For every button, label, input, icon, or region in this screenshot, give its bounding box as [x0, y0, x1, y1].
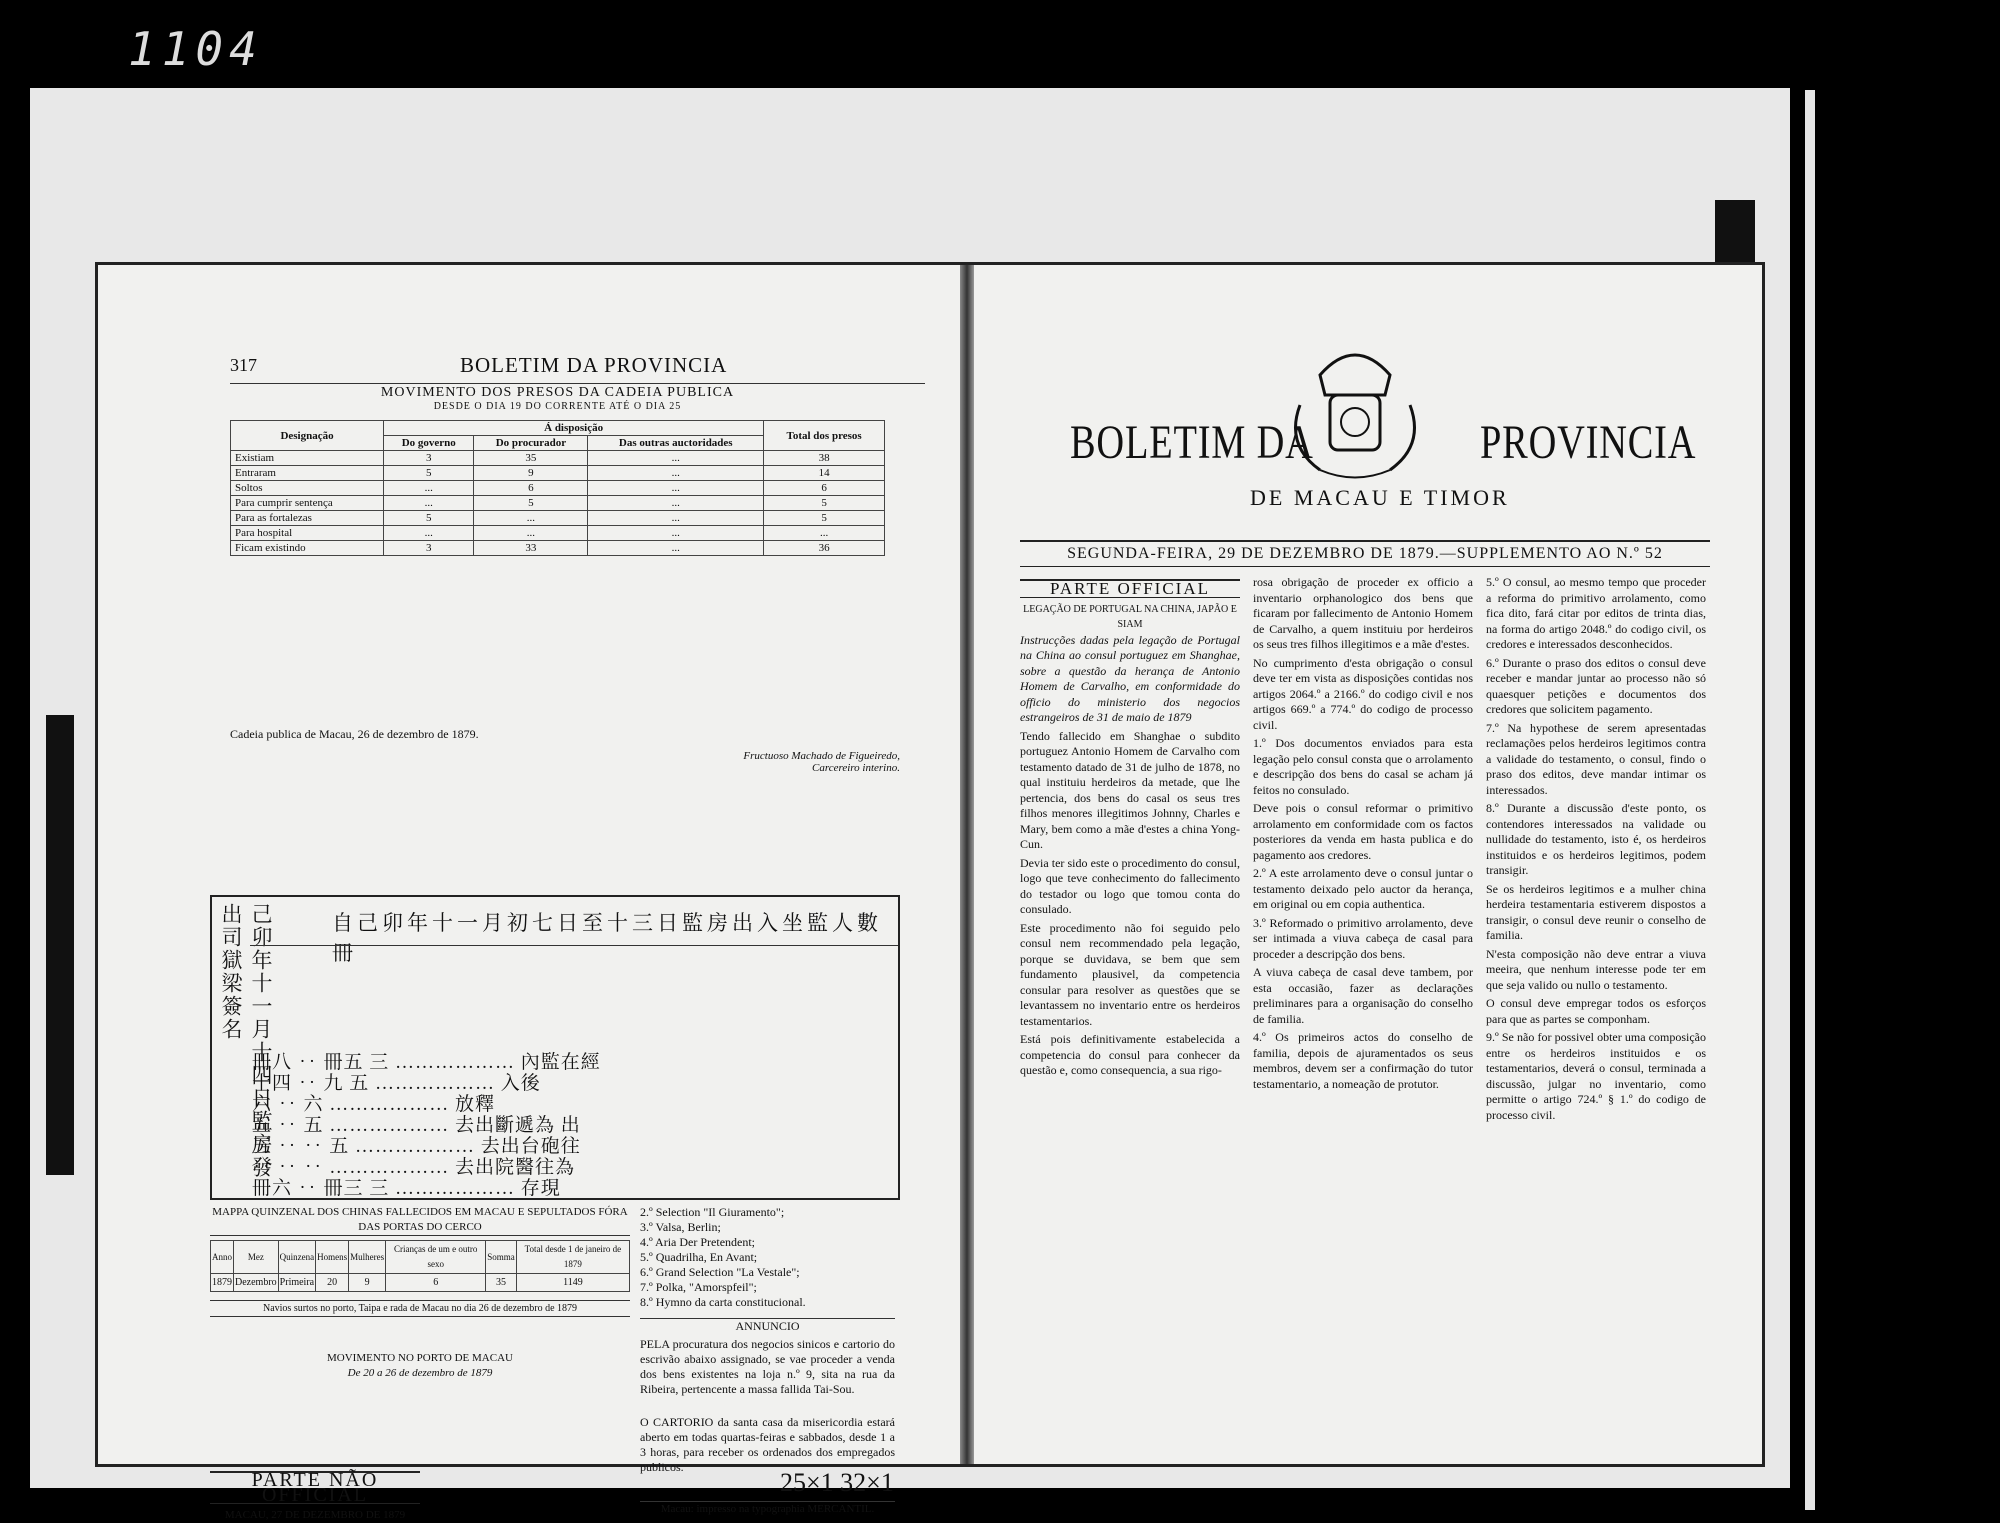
obit-table — [210, 1240, 630, 1292]
prison-cell: 36 — [764, 541, 885, 556]
harbour-title: MOVIMENTO NO PORTO DE MACAU — [327, 1352, 513, 1364]
chinese-row: 冊六 ‥ 冊三 三 ……………… 存現 — [252, 1178, 561, 1199]
prison-cell: 3 — [384, 541, 474, 556]
legacao-heading: LEGAÇÃO DE PORTUGAL NA CHINA, JAPÃO E SIAM — [1023, 603, 1237, 630]
obit-cell: 1149 — [516, 1274, 629, 1292]
col2-paragraphs — [1253, 575, 1473, 1092]
obit-cell: Primeira — [278, 1274, 315, 1292]
prison-rows — [231, 451, 885, 556]
obit-header: Quinzena — [278, 1241, 315, 1274]
article-paragraph: Devia ter sido este o procedimento do consul, logo que teve conhecimento do fallecimento do testador ou logo que tomou conta do consulado. — [1020, 855, 1240, 916]
prison-cell: ... — [588, 451, 764, 466]
prison-heading — [230, 385, 885, 412]
prison-row-label: Para cumprir sentença — [231, 496, 384, 511]
prison-cell: 5 — [764, 511, 885, 526]
prison-cell: ... — [384, 481, 474, 496]
right-col-3 — [1486, 575, 1706, 1126]
col-disposicao: Á disposição — [384, 421, 764, 436]
obit-header: Mez — [234, 1241, 279, 1274]
prison-signature — [680, 750, 900, 774]
article-paragraph: 6.º Durante o praso dos editos o consul deve receber e mandar juntar ao processo não só quaesquer petições e documentos dos credores que solicitem pagamento. — [1486, 655, 1706, 716]
prison-row — [231, 526, 885, 541]
obit-cell: 6 — [386, 1274, 486, 1292]
right-col-1 — [1020, 575, 1240, 1082]
obit-cell: Dezembro — [234, 1274, 279, 1292]
article-paragraph: A viuva cabeça de casal deve tambem, por esta occasião, fazer as declarações preliminares para a organisação do conselho de familia. — [1253, 965, 1473, 1026]
obit-header: Crianças de um e outro sexo — [386, 1241, 486, 1274]
prison-cell: ... — [764, 526, 885, 541]
concert-programme — [640, 1205, 895, 1310]
masthead — [1030, 345, 1710, 510]
prison-cell: 6 — [474, 481, 588, 496]
prison-row-label: Para as fortalezas — [231, 511, 384, 526]
article-paragraph: Deve pois o consul reformar o primitivo arrolamento em conformidade com os factos posteriores da venda em hasta publica e do pagamento aos credores. — [1253, 801, 1473, 862]
article-paragraph: 9.º Se não for possivel obter uma composição entre os herdeiros instituidos e os testamentarios, deverá o consul, terminada a discussão, julgar no inventario, como permitte o artigo 724.º § 1.º do codigo de processo civil. — [1486, 1030, 1706, 1122]
prison-row — [231, 541, 885, 556]
obit-cell: 20 — [316, 1274, 349, 1292]
programme-item: 5.º Quadrilha, En Avant; — [640, 1250, 758, 1264]
harbour-dates: De 20 a 26 de dezembro de 1879 — [347, 1367, 493, 1379]
prison-cell: 5 — [764, 496, 885, 511]
prison-cell: 35 — [474, 451, 588, 466]
prison-subtitle: DESDE O DIA 19 DO CORRENTE ATÉ O DIA 25 — [433, 401, 682, 412]
article-paragraph: N'esta composição não deve entrar a viuva meeira, que nenhum interesse pode ter em que seja valido ou nullo o testamento. — [1486, 946, 1706, 992]
chinese-row: 冊八 ‥ 冊五 三 ……………… 內監在經 — [252, 1052, 601, 1073]
running-title: BOLETIM DA PROVINCIA — [460, 353, 728, 377]
prison-cell: ... — [588, 511, 764, 526]
binding-shadow — [46, 715, 74, 1175]
col-outras: Das outras auctoridades — [588, 436, 764, 451]
prison-cell: ... — [588, 541, 764, 556]
prison-row — [231, 481, 885, 496]
left-col-a — [210, 1205, 630, 1523]
masthead-subtitle: DE MACAU E TIMOR — [1250, 485, 1510, 510]
col-total: Total dos presos — [764, 421, 885, 451]
right-page — [970, 265, 1765, 1464]
chinese-row: 六 ‥ 六 ……………… 放釋 — [252, 1094, 496, 1115]
prison-title: MOVIMENTO DOS PRESOS DA CADEIA PUBLICA — [380, 385, 735, 400]
article-paragraph: 2.º A este arrolamento deve o consul juntar o testamento deixado pelo auctor da herança, em original ou em copia authentica. — [1253, 866, 1473, 911]
obit-header: Somma — [486, 1241, 517, 1274]
col-governo: Do governo — [384, 436, 474, 451]
film-edge — [1805, 90, 1815, 1510]
prison-cell: 5 — [474, 496, 588, 511]
chinese-prison-register — [210, 895, 900, 1200]
article-paragraph: rosa obrigação de proceder ex officio a inventario orphanologico dos bens que ficaram por fallecimento de Antonio Homem de Carvalho, a quem instituiu por herdeiros os seus tres filhos illegitimos e a mãe d'estes. — [1253, 575, 1473, 651]
running-header — [230, 353, 925, 384]
film-bottom-marks: 25×1 32×1 — [780, 1468, 894, 1497]
programme-item: 8.º Hymno da carta constitucional. — [640, 1295, 806, 1309]
prison-cell: 5 — [384, 511, 474, 526]
prison-cell: ... — [588, 496, 764, 511]
chinese-row: 五 ‥ ‥ 五 ……………… 去出台砲往 — [252, 1136, 581, 1157]
prison-cell: 38 — [764, 451, 885, 466]
prison-cell: ... — [474, 526, 588, 541]
obit-header: Total desde 1 de janeiro de 1879 — [516, 1241, 629, 1274]
prison-row-label: Ficam existindo — [231, 541, 384, 556]
chinese-row: 十四 ‥ 九 五 ……………… 入後 — [252, 1073, 541, 1094]
obit-cell: 35 — [486, 1274, 517, 1292]
article-paragraph: 1.º Dos documentos enviados para esta legação pelo consul consta que o arrolamento e descripção dos bens do casal se acham já feitos no consulado. — [1253, 736, 1473, 797]
chinese-side-note: 己卯年十一月十四日監房發出司獄梁簽名 — [219, 903, 273, 1179]
right-col-2 — [1253, 575, 1473, 1095]
col1-paragraphs — [1020, 633, 1240, 1079]
article-paragraph: 3.º Reformado o primitivo arrolamento, deve ser intimada a viuva cabeça de casal para proceder a descripção dos bens. — [1253, 915, 1473, 961]
parte-official: PARTE OFFICIAL — [1020, 579, 1240, 598]
article-paragraph: Está pois definitivamente estabelecida a competencia do consul para conhecer da questão e, como consequencia, a sua rigo- — [1020, 1032, 1240, 1077]
obit-title: MAPPA QUINZENAL DOS CHINAS FALLECIDOS EM MACAU E SEPULTADOS FÓRA DAS PORTAS DO CERCO — [210, 1205, 630, 1236]
obit-header: Anno — [211, 1241, 234, 1274]
prison-cell: ... — [588, 466, 764, 481]
programme-item: 7.º Polka, "Amorspfeil"; — [640, 1280, 757, 1294]
prison-cell: ... — [384, 496, 474, 511]
prison-cell: ... — [474, 511, 588, 526]
programme-item: 3.º Valsa, Berlin; — [640, 1220, 721, 1234]
film-frame-label: 1104 — [128, 22, 263, 76]
article-paragraph: 5.º O consul, ao mesmo tempo que proceder a reforma do primitivo arrolamento, como fica dito, fará citar por editos de trinta dias, na forma do artigo 2048.º do codigo civil, os credores e interessados desconhecidos. — [1486, 575, 1706, 651]
imprint: Macau: impresso na typographia MERCANTIL. — [640, 1501, 895, 1517]
concert-dateline: MACAU, 27 DE DEZEMBRO DE 1879 — [224, 1509, 406, 1521]
prison-cell: 6 — [764, 481, 885, 496]
masthead-right: PROVINCIA — [1480, 416, 1697, 469]
prison-row-label: Para hospital — [231, 526, 384, 541]
prison-footer — [230, 727, 885, 742]
article-paragraph: Instrucções dadas pela legação de Portugal na China ao consul portuguez em Shanghae, sobre a questão da herança de Antonio Homem de Carvalho, em conformidade do officio do ministerio dos negocios estrangeiros de 31 de maio de 1879 — [1020, 632, 1240, 724]
prison-cell: 3 — [384, 451, 474, 466]
prison-cell: 33 — [474, 541, 588, 556]
programme-item: 4.º Aria Der Pretendent; — [640, 1235, 756, 1249]
prison-signature-role: Carcereiro interino. — [812, 762, 900, 774]
prison-cell: ... — [384, 526, 474, 541]
article-paragraph: 7.º Na hypothese de serem apresentadas reclamações pelos herdeiros legitimos contra a validade do testamento, o consul, findo o praso dos editos, deve mandar intimar os interessados. — [1486, 720, 1706, 797]
prison-cell: 9 — [474, 466, 588, 481]
prison-footer-left: Cadeia publica de Macau, 26 de dezembro de 1879. — [230, 727, 479, 741]
article-paragraph: 8.º Durante a discussão d'este ponto, os contendores interessados na validade ou nullidade do testamento, isto é, os herdeiros instituidos e os herdeiros legitimos, podem transigir. — [1486, 801, 1706, 877]
ships-title: Navios surtos no porto, Taipa e rada de Macau no dia 26 de dezembro de 1879 — [210, 1300, 630, 1317]
article-paragraph: Este procedimento não foi seguido pelo consul nem recommendado pela legação, porque se duvidava, se bem que sem fundamento plausivel, da competencia consular para resolver as questões que se levantassem no inventario entre os herdeiros testamentarios. — [1020, 920, 1240, 1028]
obit-header: Homens — [316, 1241, 349, 1274]
prison-row — [231, 451, 885, 466]
col-designacao: Designação — [231, 421, 384, 451]
article-paragraph: No cumprimento d'esta obrigação o consul deve ter em vista as disposições contidas nos artigos 2064.º a 2166.º do codigo civil e nos artigos 669.º a 774.º do codigo de processo civil. — [1253, 655, 1473, 732]
article-paragraph: Tendo fallecido em Shanghae o subdito portuguez Antonio Homem de Carvalho com testamento datado de 31 de julho de 1878, no qual instituiu herdeiros da metade, que lhe pertencia, dos bens do casal os seus tres filhos menores illegitimos Johnny, Charles e Mary, bem como a mãe d'estes a china Yong-Cun. — [1020, 728, 1240, 851]
obit-cell: 1879 — [211, 1274, 234, 1292]
prison-row — [231, 496, 885, 511]
annuncio-title: ANNUNCIO — [640, 1318, 895, 1334]
prison-signature-name: Fructuoso Machado de Figueiredo, — [743, 750, 900, 762]
obit-header: Mulheres — [349, 1241, 386, 1274]
parte-nao-official: PARTE NÃO OFFICIAL — [210, 1471, 420, 1504]
programme-item: 2.º Selection "Il Giuramento"; — [640, 1205, 785, 1219]
prison-cell: ... — [588, 526, 764, 541]
prison-row — [231, 511, 885, 526]
col3-paragraphs — [1486, 575, 1706, 1123]
annuncio-text: PELA procuratura dos negocios sinicos e cartorio do escrivão abaixo assignado, se vae proceder a venda dos bens existentes na loja n.º 9, sita na rua da Ribeira, pertencente a massa fallida Tai-Sou. — [640, 1337, 895, 1396]
prison-cell: 5 — [384, 466, 474, 481]
masthead-left: BOLETIM DA — [1070, 416, 1314, 469]
dateline: SEGUNDA-FEIRA, 29 DE DEZEMBRO DE 1879.—SUPPLEMENTO AO N.º 52 — [1020, 540, 1710, 567]
article-paragraph: 4.º Os primeiros actos do conselho de familia, depois de ajuramentados os seus membros, devem ser a confirmação do tutor testamentario, a nomeação de protutor. — [1253, 1030, 1473, 1091]
prison-row-label: Existiam — [231, 451, 384, 466]
col-procurador: Do procurador — [474, 436, 588, 451]
chinese-row: ‥ ‥ ‥ ……………… 去出院醫往為 — [252, 1157, 576, 1178]
article-paragraph: Se os herdeiros legitimos e a mulher china herdeira testamentaria estiverem dispostos a transigir, o consul deve reunir o conselho de familia. — [1486, 881, 1706, 942]
prison-row-label: Soltos — [231, 481, 384, 496]
programme-item: 6.º Grand Selection "La Vestale"; — [640, 1265, 800, 1279]
article-paragraph: O consul deve empregar todos os esforços para que as partes se componham. — [1486, 996, 1706, 1026]
prison-row-label: Entraram — [231, 466, 384, 481]
prison-cell: ... — [588, 481, 764, 496]
cartorio-text: O CARTORIO da santa casa da misericordia estará aberto em todas quartas-feiras e sabbados, desde 1 a 3 horas, para receber os ordenados dos empregados publicos. — [640, 1415, 895, 1474]
prison-row — [231, 466, 885, 481]
chinese-title: 自己卯年十一月初七日至十三日監房出入坐監人數冊 — [332, 911, 882, 965]
prison-table — [230, 420, 885, 556]
chinese-row: 五 ‥ 五 ……………… 去出斷遞為 出 — [252, 1115, 581, 1136]
obit-cell: 9 — [349, 1274, 386, 1292]
prison-cell: 14 — [764, 466, 885, 481]
page-number: 317 — [230, 355, 257, 375]
